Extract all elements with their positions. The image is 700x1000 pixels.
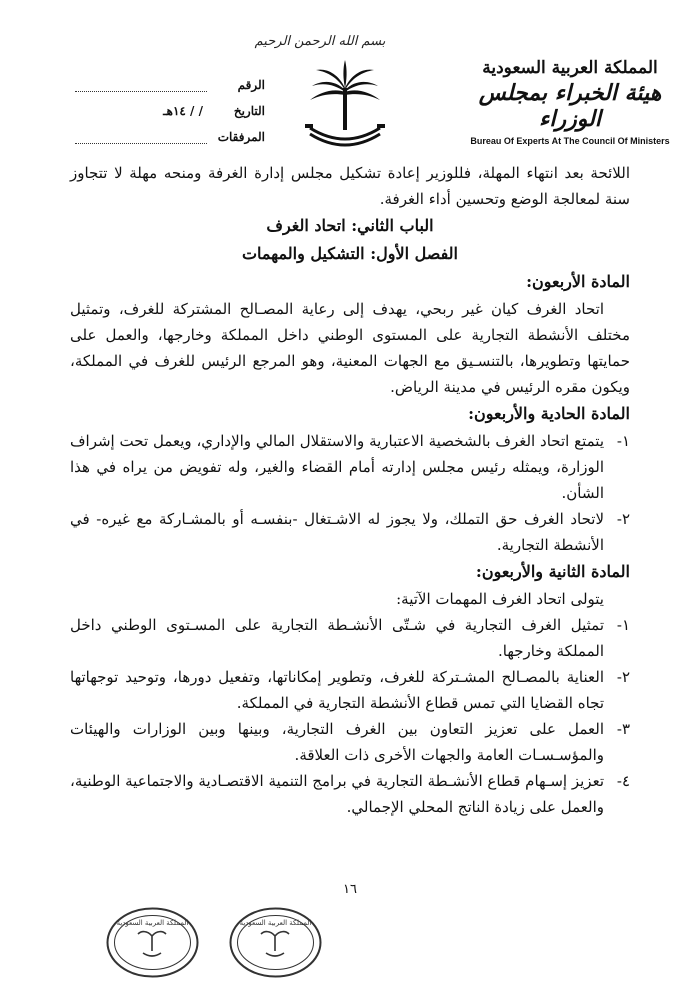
- item-text: يتمتع اتحاد الغرف بالشخصية الاعتبارية والاستقلال المالي والإداري، ويعمل تحت إشراف الوزارة، ويمثله رئيس مجلس إدارته أمام القضاء والغير، وله تفويض من يراه في هذا الشأن.: [70, 432, 604, 502]
- meta-row-number: [75, 66, 265, 92]
- list-item: [70, 716, 630, 768]
- item-text: لاتحاد الغرف حق التملك، ولا يجوز له الاشـتغال -بنفسـه أو بالمشـاركة مع غيره- في الأنشطة التجارية.: [70, 510, 604, 554]
- section-title: الفصل الأول: التشكيل والمهمات: [241, 244, 458, 263]
- page-number: ١٦: [343, 882, 357, 897]
- item-number: ٤-: [616, 772, 630, 790]
- list-item: [70, 506, 630, 558]
- attachments-label: المرفقات: [217, 130, 265, 144]
- official-seal-icon: [105, 905, 200, 980]
- item-text: العمل على تعزيز التعاون بين الغرف التجارية، وبينها وبين الوزارات والهيئات والمؤسـسـات العامة والجهات الأخرى ذات العلاقة.: [70, 720, 604, 764]
- intro-paragraph: اللائحة بعد انتهاء المهلة، فللوزير إعادة تشكيل مجلس إدارة الغرفة ومنحه مهلة لا تتجاوز سنة لمعالجة الوضع وتحسين أداء الغرفة.: [70, 164, 630, 208]
- basmala: بسم الله الرحمن الرحيم: [254, 34, 386, 49]
- seal-left-text: المملكة العربية السعودية: [116, 919, 189, 927]
- meta-row-attachments: [75, 118, 265, 144]
- official-seal-icon: [228, 905, 323, 980]
- item-number: ٢-: [616, 668, 630, 686]
- list-item: [70, 612, 630, 664]
- attachments-blank-line: [75, 129, 207, 144]
- organization-name-block: [460, 58, 680, 146]
- list-item: [70, 768, 630, 820]
- number-blank-line: [75, 77, 207, 92]
- list-item: [70, 664, 630, 716]
- meta-row-date: [75, 92, 265, 118]
- article-42-title: المادة الثانية والأربعون:: [475, 562, 630, 581]
- palm-swords-emblem-icon: [300, 58, 390, 153]
- org-name-english: Bureau Of Experts At The Council Of Ministers: [470, 136, 670, 146]
- article-42-intro: يتولى اتحاد الغرف المهمات الآتية:: [396, 590, 604, 608]
- item-number: ٢-: [616, 510, 630, 528]
- item-number: ٣-: [616, 720, 630, 738]
- chapter-title: الباب الثاني: اتحاد الغرف: [266, 216, 434, 235]
- article-40-title: المادة الأربعون:: [526, 272, 630, 291]
- org-name-kingdom: المملكة العربية السعودية: [482, 58, 658, 78]
- article-40-text: اتحاد الغرف كيان غير ربحي، يهدف إلى رعاية المصـالح المشتركة للغرف، وتمثيل مختلف الأنشطة التجارية على المستوى الوطني داخل المملكة وخارجها، والعمل على حمايتها وتطويرها، بالتنسـيق مع الجهات المعنية، وهو المرجع الرئيس للغرف في المملكة، ويكون مقره الرئيس في مدينة الرياض.: [70, 300, 630, 396]
- item-text: تعزيز إسـهام قطاع الأنشـطة التجارية في برامج التنمية الاقتصـادية والاجتماعية الوطنية، والعمل على زيادة الناتج المحلي الإجمالي.: [70, 772, 604, 816]
- letter-meta-fields: [75, 66, 265, 144]
- document-body: [70, 160, 630, 820]
- item-number: ١-: [616, 616, 630, 634]
- seal-right-text: المملكة العربية السعودية: [239, 919, 312, 927]
- number-label: الرقم: [237, 78, 265, 92]
- item-number: ١-: [616, 432, 630, 450]
- date-value: / / ١٤هـ: [163, 104, 203, 118]
- item-text: تمثيل الغرف التجارية في شـتّى الأنشـطة التجارية على المسـتوى الوطني داخل المملكة وخارجها.: [70, 616, 604, 660]
- article-41-title: المادة الحادية والأربعون:: [468, 404, 630, 423]
- org-name-bureau: هيئة الخبراء بمجلس الوزراء: [478, 80, 662, 132]
- item-text: العناية بالمصـالح المشـتركة للغرف، وتطوير إمكاناتها، وتفعيل دورها، وتوحيد توجهاتها تجاه القضايا التي تمس قطاع الأنشطة التجارية في المملكة.: [70, 668, 604, 712]
- list-item: [70, 428, 630, 506]
- date-label: التاريخ: [233, 104, 265, 118]
- letterhead: [0, 28, 700, 158]
